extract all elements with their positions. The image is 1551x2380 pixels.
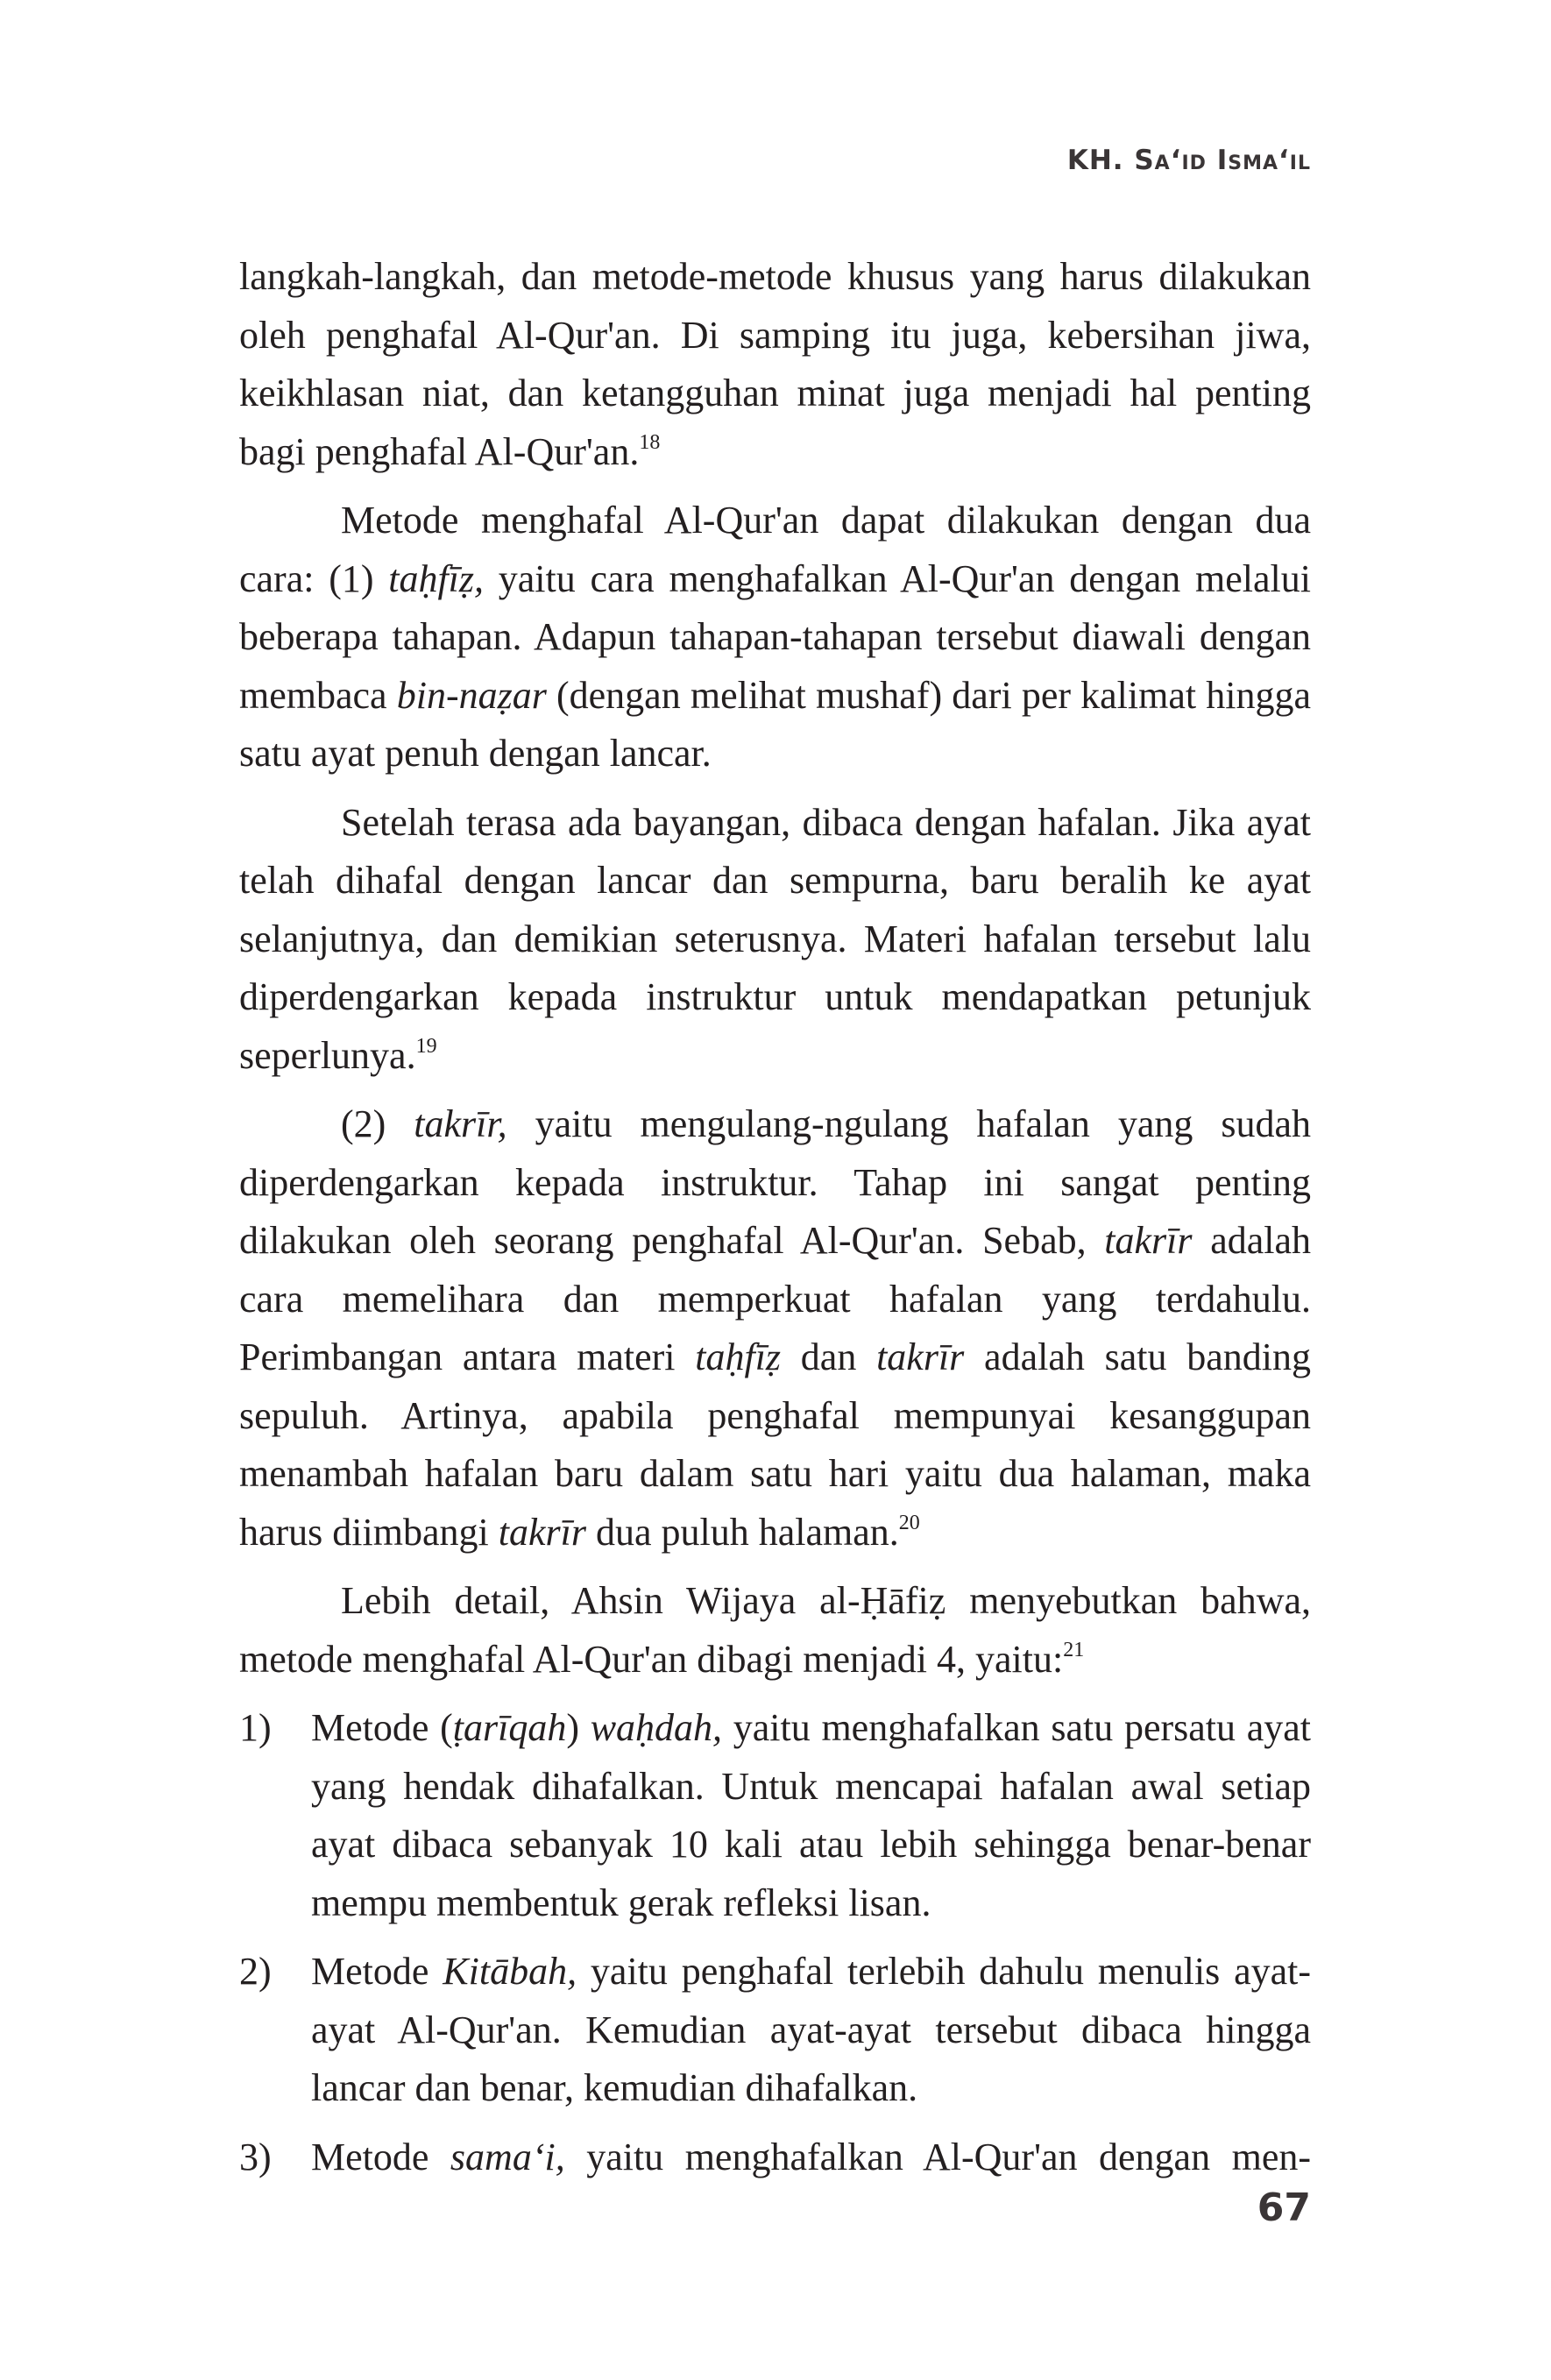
term-takrir: takrīr <box>1104 1219 1193 1262</box>
list-item: 1) Metode (ṭarīqah) waḥdah, yaitu menghafalkan satu persatu ayat yang hendak dihafalkan. Untuk mencapai hafalan awal setiap ayat dibaca sebanyak 10 kali atau lebih sehingga benar-benar mempu membentuk gerak refleksi lisan. <box>239 1699 1311 1932</box>
method-list <box>239 1699 1311 2186</box>
footnote-ref-21[interactable]: 21 <box>1063 1638 1085 1661</box>
term-takrir: takrīr <box>876 1335 965 1378</box>
body-text <box>239 248 1311 2197</box>
list-number: 2) <box>239 1950 272 1993</box>
footnote-ref-18[interactable]: 18 <box>639 430 661 454</box>
term-kitabah: Kitābah, <box>443 1950 577 1993</box>
list-number: 3) <box>239 2135 272 2178</box>
term-tahfiz: taḥfīẓ <box>695 1335 782 1378</box>
term-takrir: takrīr <box>498 1510 586 1554</box>
footnote-ref-20[interactable]: 20 <box>898 1511 920 1534</box>
term-bin-nazar: bin-naẓar <box>396 673 547 717</box>
paragraph-5: Lebih detail, Ahsin Wijaya al-Ḥāfiẓ menyebutkan bahwa, metode menghafal Al-Qur'an dibagi menjadi 4, yaitu:$^{21}$ <box>239 1579 1311 1681</box>
paragraph-1: langkah-langkah, dan metode-metode khusus yang harus dilakukan oleh penghafal Al-Qur'an. Di samping itu juga, kebersihan jiwa, keikhlasan niat, dan ketangguhan minat juga menjadi hal penting bagi penghafal Al-Qur'an.$^{18}$ <box>239 255 1311 473</box>
running-head: KH. Sa‘id Isma‘il <box>1066 145 1311 176</box>
paragraph-3: Setelah terasa ada bayangan, dibaca dengan hafalan. Jika ayat telah dihafal dengan lancar dan sempurna, baru beralih ke ayat selanjutnya, dan demikian seterusnya. Materi hafalan tersebut lalu diperdengarkan kepada instruktur untuk mendapatkan petunjuk seperlunya.$^{19}$ <box>239 800 1311 1077</box>
list-item: 3) Metode sama‘i, yaitu menghafalkan Al-Qur'an dengan men- <box>239 2129 1311 2187</box>
term-takrir: takrīr, <box>414 1102 507 1145</box>
list-item: 2) Metode Kitābah, yaitu penghafal terlebih dahulu menulis ayat-ayat Al-Qur'an. Kemudian ayat-ayat tersebut dibaca hingga lancar dan benar, kemudian dihafalkan. <box>239 1943 1311 2118</box>
term-tahfiz: taḥfīẓ, <box>388 556 485 600</box>
list-number: 1) <box>239 1706 272 1749</box>
term-wahdah: waḥdah, <box>590 1706 723 1749</box>
paragraph-4: (2) takrīr, yaitu mengulang-ngulang hafalan yang sudah diperdengarkan kepada instruktur. Tahap ini sangat penting dilakukan oleh seorang penghafal Al-Qur'an. Sebab, takrīr adalah cara memelihara dan memperkuat hafalan yang terdahulu. Perimbangan antara materi taḥfīẓ dan takrīr adalah satu banding sepuluh. Artinya, apabila penghafal mempunyai kesanggupan menambah hafalan baru dalam satu hari yaitu dua halaman, maka harus diimbangi takrīr dua puluh halaman.$^{20}$ <box>239 1102 1312 1554</box>
term-tariqah: ṭarīqah <box>452 1706 567 1749</box>
paragraph-2: Metode menghafal Al-Qur'an dapat dilakukan dengan dua cara: (1) taḥfīẓ, yaitu cara menghafalkan Al-Qur'an dengan melalui beberapa tahapan. Adapun tahapan-tahapan tersebut diawali dengan membaca bin-naẓar (dengan melihat mushaf) dari per kalimat hingga satu ayat penuh dengan lancar. <box>239 499 1311 775</box>
term-samai: sama‘i, <box>450 2135 565 2178</box>
page-number: 67 <box>1257 2185 1311 2230</box>
footnote-ref-19[interactable]: 19 <box>415 1034 437 1058</box>
